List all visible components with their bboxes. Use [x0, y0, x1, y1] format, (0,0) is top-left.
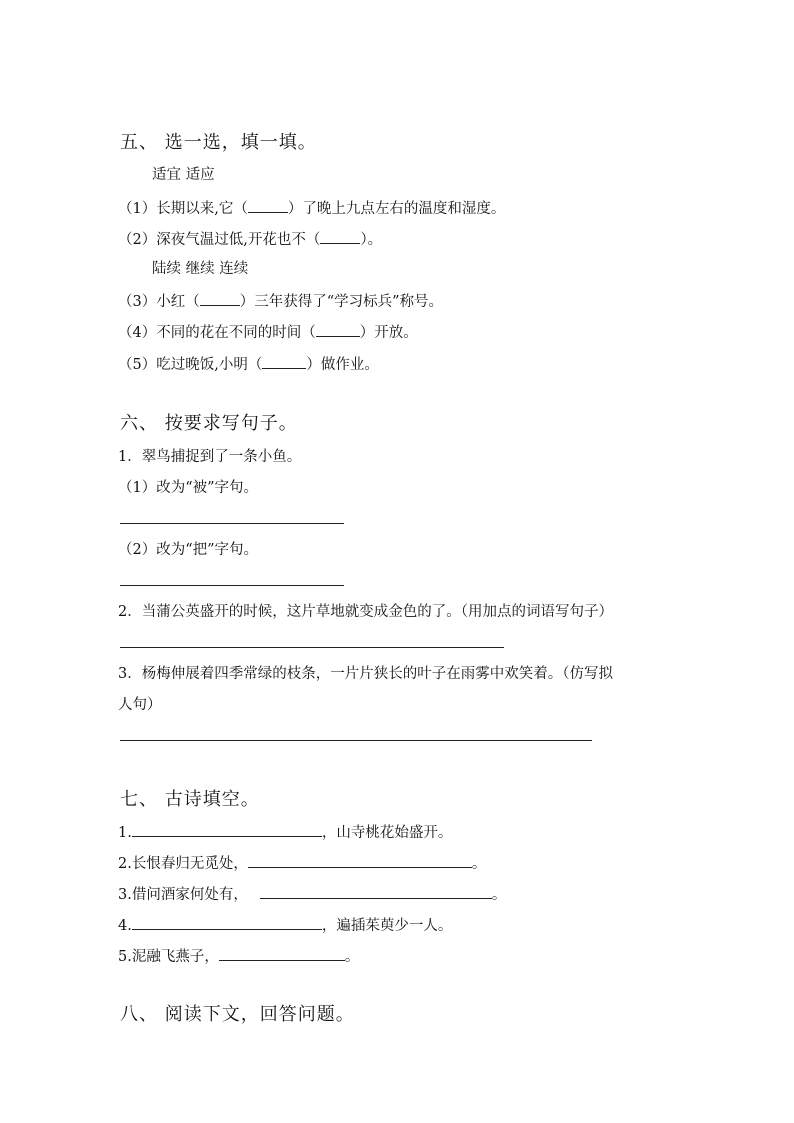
- answer-blank[interactable]: [248, 198, 288, 213]
- section-5-title: 五、 选一选，填一填。: [120, 132, 317, 153]
- answer-blank[interactable]: [316, 322, 360, 337]
- poem-text: 4.: [118, 918, 132, 934]
- question-5-3: [118, 291, 443, 311]
- word-options-1: 适宜 适应: [152, 167, 215, 183]
- question-6-1b: （2）改为“把”字句。: [118, 542, 259, 558]
- question-text: ）。: [360, 232, 383, 248]
- section-7-title: 七、 古诗填空。: [120, 789, 260, 810]
- question-5-1: [118, 198, 505, 218]
- question-text: ）了晚上九点左右的温度和湿度。: [287, 201, 506, 217]
- question-6-1: 1．翠鸟捕捉到了一条小鱼。: [118, 449, 302, 465]
- question-text: ）开放。: [359, 325, 418, 341]
- question-6-3-line2: 人句）: [118, 697, 162, 713]
- poem-text: 。: [344, 949, 360, 965]
- question-text: （5）吃过晚饭,小明（: [118, 357, 263, 373]
- answer-blank[interactable]: [219, 946, 345, 961]
- answer-line[interactable]: [120, 523, 344, 524]
- question-text: ）做作业。: [306, 357, 379, 373]
- poem-line-1: [118, 822, 452, 842]
- question-text: （4）不同的花在不同的时间（: [118, 325, 316, 341]
- question-text: （2）深夜气温过低,开花也不（: [118, 232, 321, 248]
- question-5-5: [118, 354, 379, 374]
- answer-line[interactable]: [120, 585, 344, 586]
- section-8-title: 八、 阅读下文，回答问题。: [120, 1004, 355, 1025]
- poem-line-3: [118, 884, 506, 904]
- poem-line-5: [118, 946, 359, 966]
- section-6-title: 六、 按要求写句子。: [120, 413, 298, 434]
- question-6-2: 2．当蒲公英盛开的时候，这片草地就变成金色的了。（用加点的词语写句子）: [118, 604, 613, 620]
- answer-blank[interactable]: [320, 229, 360, 244]
- poem-text: 1.: [118, 825, 132, 841]
- question-text: （3）小红（: [118, 294, 200, 310]
- poem-text: 5.泥融飞燕子，: [118, 949, 219, 965]
- answer-blank[interactable]: [132, 915, 322, 930]
- poem-text: 。: [471, 856, 487, 872]
- question-5-4: [118, 322, 418, 342]
- question-6-1a: （1）改为“被”字句。: [118, 480, 259, 496]
- poem-text: ，遍插茱萸少一人。: [321, 918, 453, 934]
- answer-blank[interactable]: [200, 291, 240, 306]
- poem-line-2: [118, 853, 486, 873]
- answer-blank[interactable]: [248, 853, 472, 868]
- poem-text: 。: [491, 887, 507, 903]
- answer-blank[interactable]: [132, 822, 322, 837]
- word-options-2: 陆续 继续 连续: [152, 261, 249, 277]
- answer-line[interactable]: [120, 647, 504, 648]
- poem-line-4: [118, 915, 452, 935]
- poem-text: 2.长恨春归无觅处，: [118, 856, 248, 872]
- question-text: （1）长期以来,它（: [118, 201, 248, 217]
- answer-line[interactable]: [120, 740, 592, 741]
- poem-text: ，山寺桃花始盛开。: [321, 825, 453, 841]
- poem-text: 3.借问酒家何处有，: [118, 887, 248, 903]
- question-6-3-line1: 3．杨梅伸展着四季常绿的枝条，一片片狭长的叶子在雨雾中欢笑着。（仿写拟: [118, 666, 613, 682]
- answer-blank[interactable]: [262, 354, 306, 369]
- answer-blank[interactable]: [260, 884, 492, 899]
- question-5-2: [118, 229, 382, 249]
- question-text: ）三年获得了“学习标兵”称号。: [239, 294, 444, 310]
